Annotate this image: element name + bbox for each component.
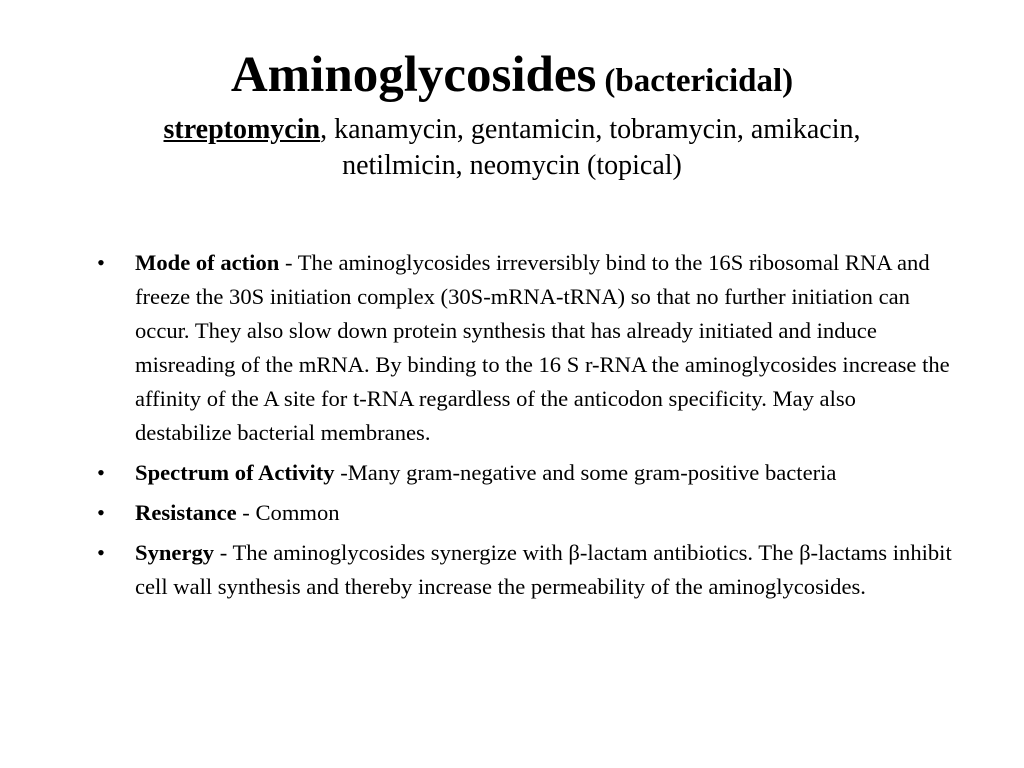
key-drug-name: streptomycin [163,114,321,145]
bullet-resistance [95,496,955,530]
title-parenthetical: (bactericidal) [604,63,794,99]
bullet-icon: • [97,540,105,565]
bullet-text: - The aminoglycosides synergize with β-lactam antibiotics. The β-lactams inhibit cell wall synthesis and thereby increase the permeability of the aminoglycosides. [135,540,952,599]
bullet-list [95,246,955,610]
subtitle-line-1 [40,112,984,148]
subtitle-line-2: netilmicin, neomycin (topical) [342,150,682,181]
bullet-text: - Common [236,500,340,525]
bullet-term: Mode of action [135,250,280,275]
title-block [40,44,984,184]
bullet-icon: • [97,250,105,275]
bullet-synergy [95,536,955,604]
bullet-spectrum-of-activity [95,456,955,490]
bullet-mode-of-action [95,246,955,450]
bullet-icon: • [97,460,105,485]
slide-title [40,44,984,112]
bullet-term: Synergy [135,540,215,565]
bullet-term: Resistance [135,500,237,525]
bullet-term: Spectrum of Activity [135,460,335,485]
subtitle-drug-list: , kanamycin, gentamicin, tobramycin, amikacin, [320,114,861,145]
title-main: Aminoglycosides [230,47,597,103]
bullet-icon: • [97,500,105,525]
bullet-text: -Many gram-negative and some gram-positive bacteria [334,460,837,485]
bullet-text: - The aminoglycosides irreversibly bind to the 16S ribosomal RNA and freeze the 30S initiation complex (30S-mRNA-tRNA) so that no further initiation can occur. They also slow down protein synthesis that has already initiated and induce misreading of the mRNA. By binding to the 16 S r-RNA the aminoglycosides increase the affinity of the A site for t-RNA regardless of the anticodon specificity. May also destabilize bacterial membranes. [135,250,950,445]
